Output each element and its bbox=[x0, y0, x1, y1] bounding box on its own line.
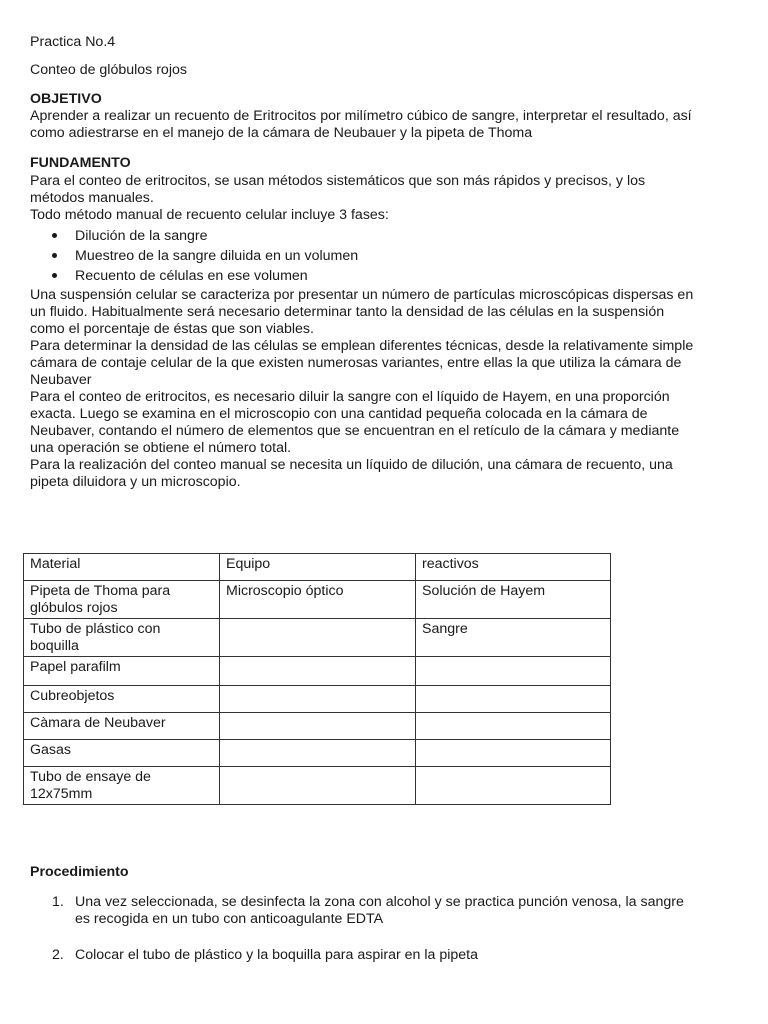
table-cell: Papel parafilm bbox=[24, 657, 220, 686]
table-cell bbox=[220, 686, 416, 713]
fundamento-line: pipeta diluidora y un microscopio. bbox=[30, 474, 241, 490]
list-item bbox=[30, 947, 730, 964]
list-item: Muestreo de la sangre diluida en un volumen bbox=[50, 246, 358, 266]
fundamento-line: Para la realización del conteo manual se necesita un líquido de dilución, una cámara de recuento, una bbox=[30, 457, 673, 473]
table-cell: Pipeta de Thoma para glóbulos rojos bbox=[24, 581, 220, 619]
fundamento-line: una operación se obtiene el número total. bbox=[30, 440, 292, 456]
table-cell bbox=[416, 767, 611, 805]
table-row bbox=[24, 686, 611, 713]
fundamento-line: Para el conteo de eritrocitos, es necesario diluir la sangre con el líquido de Hayem, en una proporción bbox=[30, 389, 670, 405]
fundamento-heading: FUNDAMENTO bbox=[30, 155, 131, 171]
fundamento-line: como el porcentaje de éstas que son viables. bbox=[30, 321, 314, 337]
table-cell: Microscopio óptico bbox=[220, 581, 416, 619]
step-number: 2. bbox=[52, 947, 64, 963]
fundamento-line: Todo método manual de recuento celular incluye 3 fases: bbox=[30, 207, 389, 223]
objetivo-heading: OBJETIVO bbox=[30, 91, 102, 107]
table-cell bbox=[220, 767, 416, 805]
table-cell: Sangre bbox=[416, 619, 611, 657]
table-cell bbox=[220, 657, 416, 686]
objetivo-text bbox=[30, 108, 742, 142]
table-header-cell: Equipo bbox=[220, 554, 416, 581]
fundamento-line: cámara de contaje celular de la que existen numerosas variantes, entre ellas la que utiliza la cámara de bbox=[30, 355, 682, 371]
table-cell: Tubo de plástico con boquilla bbox=[24, 619, 220, 657]
table-cell bbox=[220, 740, 416, 767]
table-header-cell: reactivos bbox=[416, 554, 611, 581]
table-row bbox=[24, 657, 611, 686]
materials-table bbox=[23, 553, 611, 805]
fundamento-intro bbox=[30, 173, 742, 224]
table-cell bbox=[416, 740, 611, 767]
table-cell: Cubreobjetos bbox=[24, 686, 220, 713]
table-cell: Tubo de ensaye de 12x75mm bbox=[24, 767, 220, 805]
table-row bbox=[24, 581, 611, 619]
practice-number: Practica No.4 bbox=[30, 34, 116, 50]
table-cell bbox=[416, 713, 611, 740]
table-cell bbox=[416, 657, 611, 686]
table-cell: Solución de Hayem bbox=[416, 581, 611, 619]
table-header-cell: Material bbox=[24, 554, 220, 581]
fundamento-line: Neubaver, contando el número de elementos que se encuentran en el retículo de la cámara y mediante bbox=[30, 423, 680, 439]
step-line: es recogida en un tubo con anticoagulante EDTA bbox=[75, 911, 384, 927]
table-cell: Càmara de Neubaver bbox=[24, 713, 220, 740]
fundamento-line: métodos manuales. bbox=[30, 190, 154, 206]
step-line: Una vez seleccionada, se desinfecta la zona con alcohol y se practica punción venosa, la sangre bbox=[75, 894, 684, 910]
list-item: Recuento de células en ese volumen bbox=[50, 266, 358, 286]
objetivo-line: Aprender a realizar un recuento de Eritrocitos por milímetro cúbico de sangre, interpretar el resultado, así bbox=[30, 108, 692, 124]
table-row bbox=[24, 767, 611, 805]
table-cell bbox=[220, 619, 416, 657]
table-row bbox=[24, 619, 611, 657]
table-row bbox=[24, 713, 611, 740]
fundamento-line: Para determinar la densidad de las células se emplean diferentes técnicas, desde la relativamente simple bbox=[30, 338, 694, 354]
procedure-list bbox=[30, 894, 730, 964]
table-header-row bbox=[24, 554, 611, 581]
phases-list bbox=[50, 226, 358, 286]
objetivo-line: como adiestrarse en el manejo de la cámara de Neubauer y la pipeta de Thoma bbox=[30, 125, 533, 141]
table-row bbox=[24, 740, 611, 767]
fundamento-line: Una suspensión celular se caracteriza por presentar un número de partículas microscópicas dispersas en bbox=[30, 287, 694, 303]
fundamento-line: Para el conteo de eritrocitos, se usan métodos sistemáticos que son más rápidos y precisos, y los bbox=[30, 173, 646, 189]
list-item bbox=[30, 894, 730, 928]
table-cell bbox=[220, 713, 416, 740]
step-number: 1. bbox=[52, 894, 64, 910]
fundamento-line: Neubaver bbox=[30, 372, 92, 388]
table-cell: Gasas bbox=[24, 740, 220, 767]
fundamento-line: exacta. Luego se examina en el microscopio con una cantidad pequeña colocada en la cámara de bbox=[30, 406, 648, 422]
step-line: Colocar el tubo de plástico y la boquilla para aspirar en la pipeta bbox=[75, 947, 479, 963]
fundamento-body bbox=[30, 287, 742, 491]
practice-title: Conteo de glóbulos rojos bbox=[30, 62, 187, 78]
fundamento-line: un fluido. Habitualmente será necesario determinar tanto la densidad de las células en la suspensión bbox=[30, 304, 665, 320]
table-cell bbox=[416, 686, 611, 713]
list-item: Dilución de la sangre bbox=[50, 226, 358, 246]
procedimiento-heading: Procedimiento bbox=[30, 864, 129, 880]
